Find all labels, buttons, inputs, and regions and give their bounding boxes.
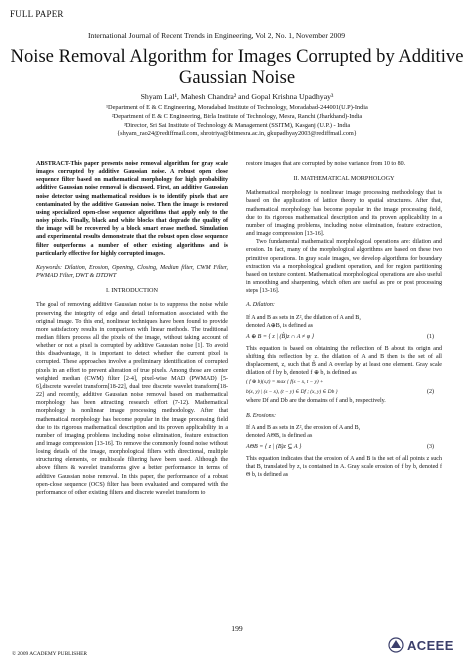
section-heading-morphology: II. MATHEMATICAL MORPHOLOGY: [293, 175, 395, 183]
equation-2-number: (2): [426, 389, 434, 396]
affiliation-1: ¹Department of E & C Engineering, Moradabad Institute of Technology, Moradabad-244001(U.P)-India: [106, 104, 368, 111]
equation-1-number: (1): [426, 333, 434, 340]
author-emails: {shyam_rao24@rediffmail.com, shrotriya@bitmesra.ac.in, gkupadhyay2003@rediffmail.com}: [117, 130, 357, 138]
affiliation-3: ³Director, Sri Sai Institute of Technology & Management (SSITM), Kasganj (U.P.) - India: [123, 121, 351, 129]
erosion-intro-line-1: If A and B as sets in Z², the erosion of A and B,: [246, 424, 361, 431]
section-heading-introduction: I. INTRODUCTION: [106, 287, 158, 295]
keywords: Keywords: Dilation, Erosion, Opening, Closing, Median filter, CWM Filter, PWMAD Filter, DWT & DTDWT: [36, 264, 228, 280]
equation-2-line-2: [246, 387, 442, 397]
copyright-notice: © 2009 ACADEMY PUBLISHER: [12, 651, 88, 657]
introduction-continued: restore images that are corrupted by noise variance from 10 to 80.: [246, 161, 406, 167]
equation-2-line-1: [246, 377, 442, 387]
equation-3: [246, 440, 442, 455]
dilation-domains: where Df and Db are the domains of f and b, respectively.: [246, 398, 386, 405]
equation-2a-formula: ( f ⊕ b)(s,t) = max { f(s − x, t − y) +: [246, 379, 324, 386]
right-column: [246, 160, 442, 480]
morphology-paragraph-2: Two fundamental mathematical morphological operations are: dilation and erosion. In fact, many of the morphological algorithms are based on these two primitive operations. In gray scale images, we develop algorithms for boundary extraction via a morphological gradient operation, and for region partitioning based on texture content. Mathematical morphological operations are also useful in smoothing and sharpening, which often are useful as pre or post processing steps [13-16].: [246, 239, 442, 295]
authors: Shyam Lal¹, Mahesh Chandra² and Gopal Krishna Upadhyay³: [140, 92, 334, 101]
morphology-paragraph-1: Mathematical morphology is nonlinear image processing methodology that is based on the application of lattice theory to spatial structures. After that, mathematical morphology has become popular in the image processing field, due to its rigorous mathematical description and its proven applicability in a number of imaging problems, including noise elimination, feature extraction, and image compression [13-16].: [246, 190, 442, 238]
affiliation-2: ²Department of E & C Engineering, Birla Institute of Technology, Mesra, Ranchi (Jharkhand)-India: [111, 112, 363, 120]
dilation-explanation: This equation is based on obtaining the reflection of B about its origin and shifting this reflection by z. the dilation of A and B then is the set of all displacement, z, such that B̂ and A overlap by at least one element. Gray scale dilation of f by b, denoted f ⊕ b, is defined as: [246, 345, 442, 377]
equation-2b-formula: b(x, y) | (s − x), (t − y) ∈ Df ; (x, y) ∈ Db }: [246, 389, 338, 396]
subsection-erosion: B. Erosions:: [246, 412, 277, 419]
dilation-intro-line-2: denoted A⊕B, is defined as: [246, 322, 314, 329]
paper-title: Noise Removal Algorithm for Images Corrupted by Additive Gaussian Noise: [10, 46, 464, 88]
dilation-intro-line-1: If A and B as sets in Z², the dilation of A and B,: [246, 314, 361, 321]
affiliations: [0, 104, 474, 139]
equation-3-formula: AΘB = { z | (B)z ⊆ A }: [246, 444, 302, 451]
page-number: 199: [231, 624, 243, 633]
left-column: [36, 160, 228, 497]
paper-type-label: FULL PAPER: [10, 9, 64, 19]
journal-header: International Journal of Recent Trends in Engineering, Vol 2, No. 1, November 2009: [88, 31, 346, 40]
equation-1-formula: A ⊕ B = { z | (B̂)z ∩ A ≠ φ }: [246, 333, 314, 340]
introduction-text: The goal of removing additive Gaussian noise is to suppress the noise while preserving the integrity of edge and detail information associated with the original image. To this end, nonlinear techniques have been found to provide more satisfactory results in comparison with linear methods. The traditional median filters process all the pixels of the image, without taking account of whether or not a pixel is corrupted by additive Gaussian noise [1]. To avoid this disadvantage, it is important to detect whether the current pixel is corrupted. These approaches involve a preliminary identification of corrupted pixels in an effort to prevent alteration of true pixels. Among those are center weighted median (CWM) filter [2-4], pixel-wise MAD (PWMAD) [5-6],discrete wavelet transform[18-22], dual tree discrete wavelet transform[18-22] and recently, additive Gaussian noise removal based on mathematical morphology has been attracting research effort (7-12). Mathematical morphology is nonlinear image processing methodology. After that mathematical morphology has become popular in the image processing field due to its rigorous mathematical description and its proven applicability in a number of imaging problems including noise elimination, feature extraction and image compression [13-16]. To remove the commonly found noise without losing details of the image, morphological filters with directional, multiple structuring elements, or multiscale filtering have been used. Although the above filters & wavelet transforms give a better performance in terms of additive Gaussian noise removal. In this paper, the performance of a robust open-close sequence (OCS) filter has been evaluated and compared with the performance of other existing filters and discrete wavelet transform to: [36, 302, 228, 496]
equation-1: [246, 330, 442, 345]
aceee-logo-text: ACEEE: [407, 637, 454, 653]
subsection-dilation: A. Dilation:: [246, 302, 275, 309]
aceee-logo-icon: [388, 637, 404, 653]
aceee-logo: [388, 637, 454, 653]
erosion-explanation: This equation indicates that the erosion of A and B is the set of all points z such that B, translated by z, is contained in A. Gray scale erosion of f by b, denoted f Θ b, is defined as: [246, 456, 442, 479]
erosion-intro-line-2: denoted AΘB, is defined as: [246, 432, 313, 439]
equation-3-number: (3): [426, 444, 434, 451]
abstract: ABSTRACT-This paper presents noise removal algorithm for gray scale images corrupted by additive Gaussian noise. A robust open close sequence filter based on mathematical morphology for high probability additive Gaussian noise removal is discussed. First, an additive Gaussian noise detector using mathematical residues is to identify pixels that are contaminated by the additive Gaussian noise. Then the image is restored using specialized open-close sequence algorithms that apply only to the noisy pixels. Finally, black and white blocks that degrade the quality of the image will be recovered by a block smart erase method. Simulation and experimental results demonstrate that the robust open close sequence filter outperforms a number of other existing algorithms and is particularly effective for highly corrupted images.: [36, 161, 228, 257]
